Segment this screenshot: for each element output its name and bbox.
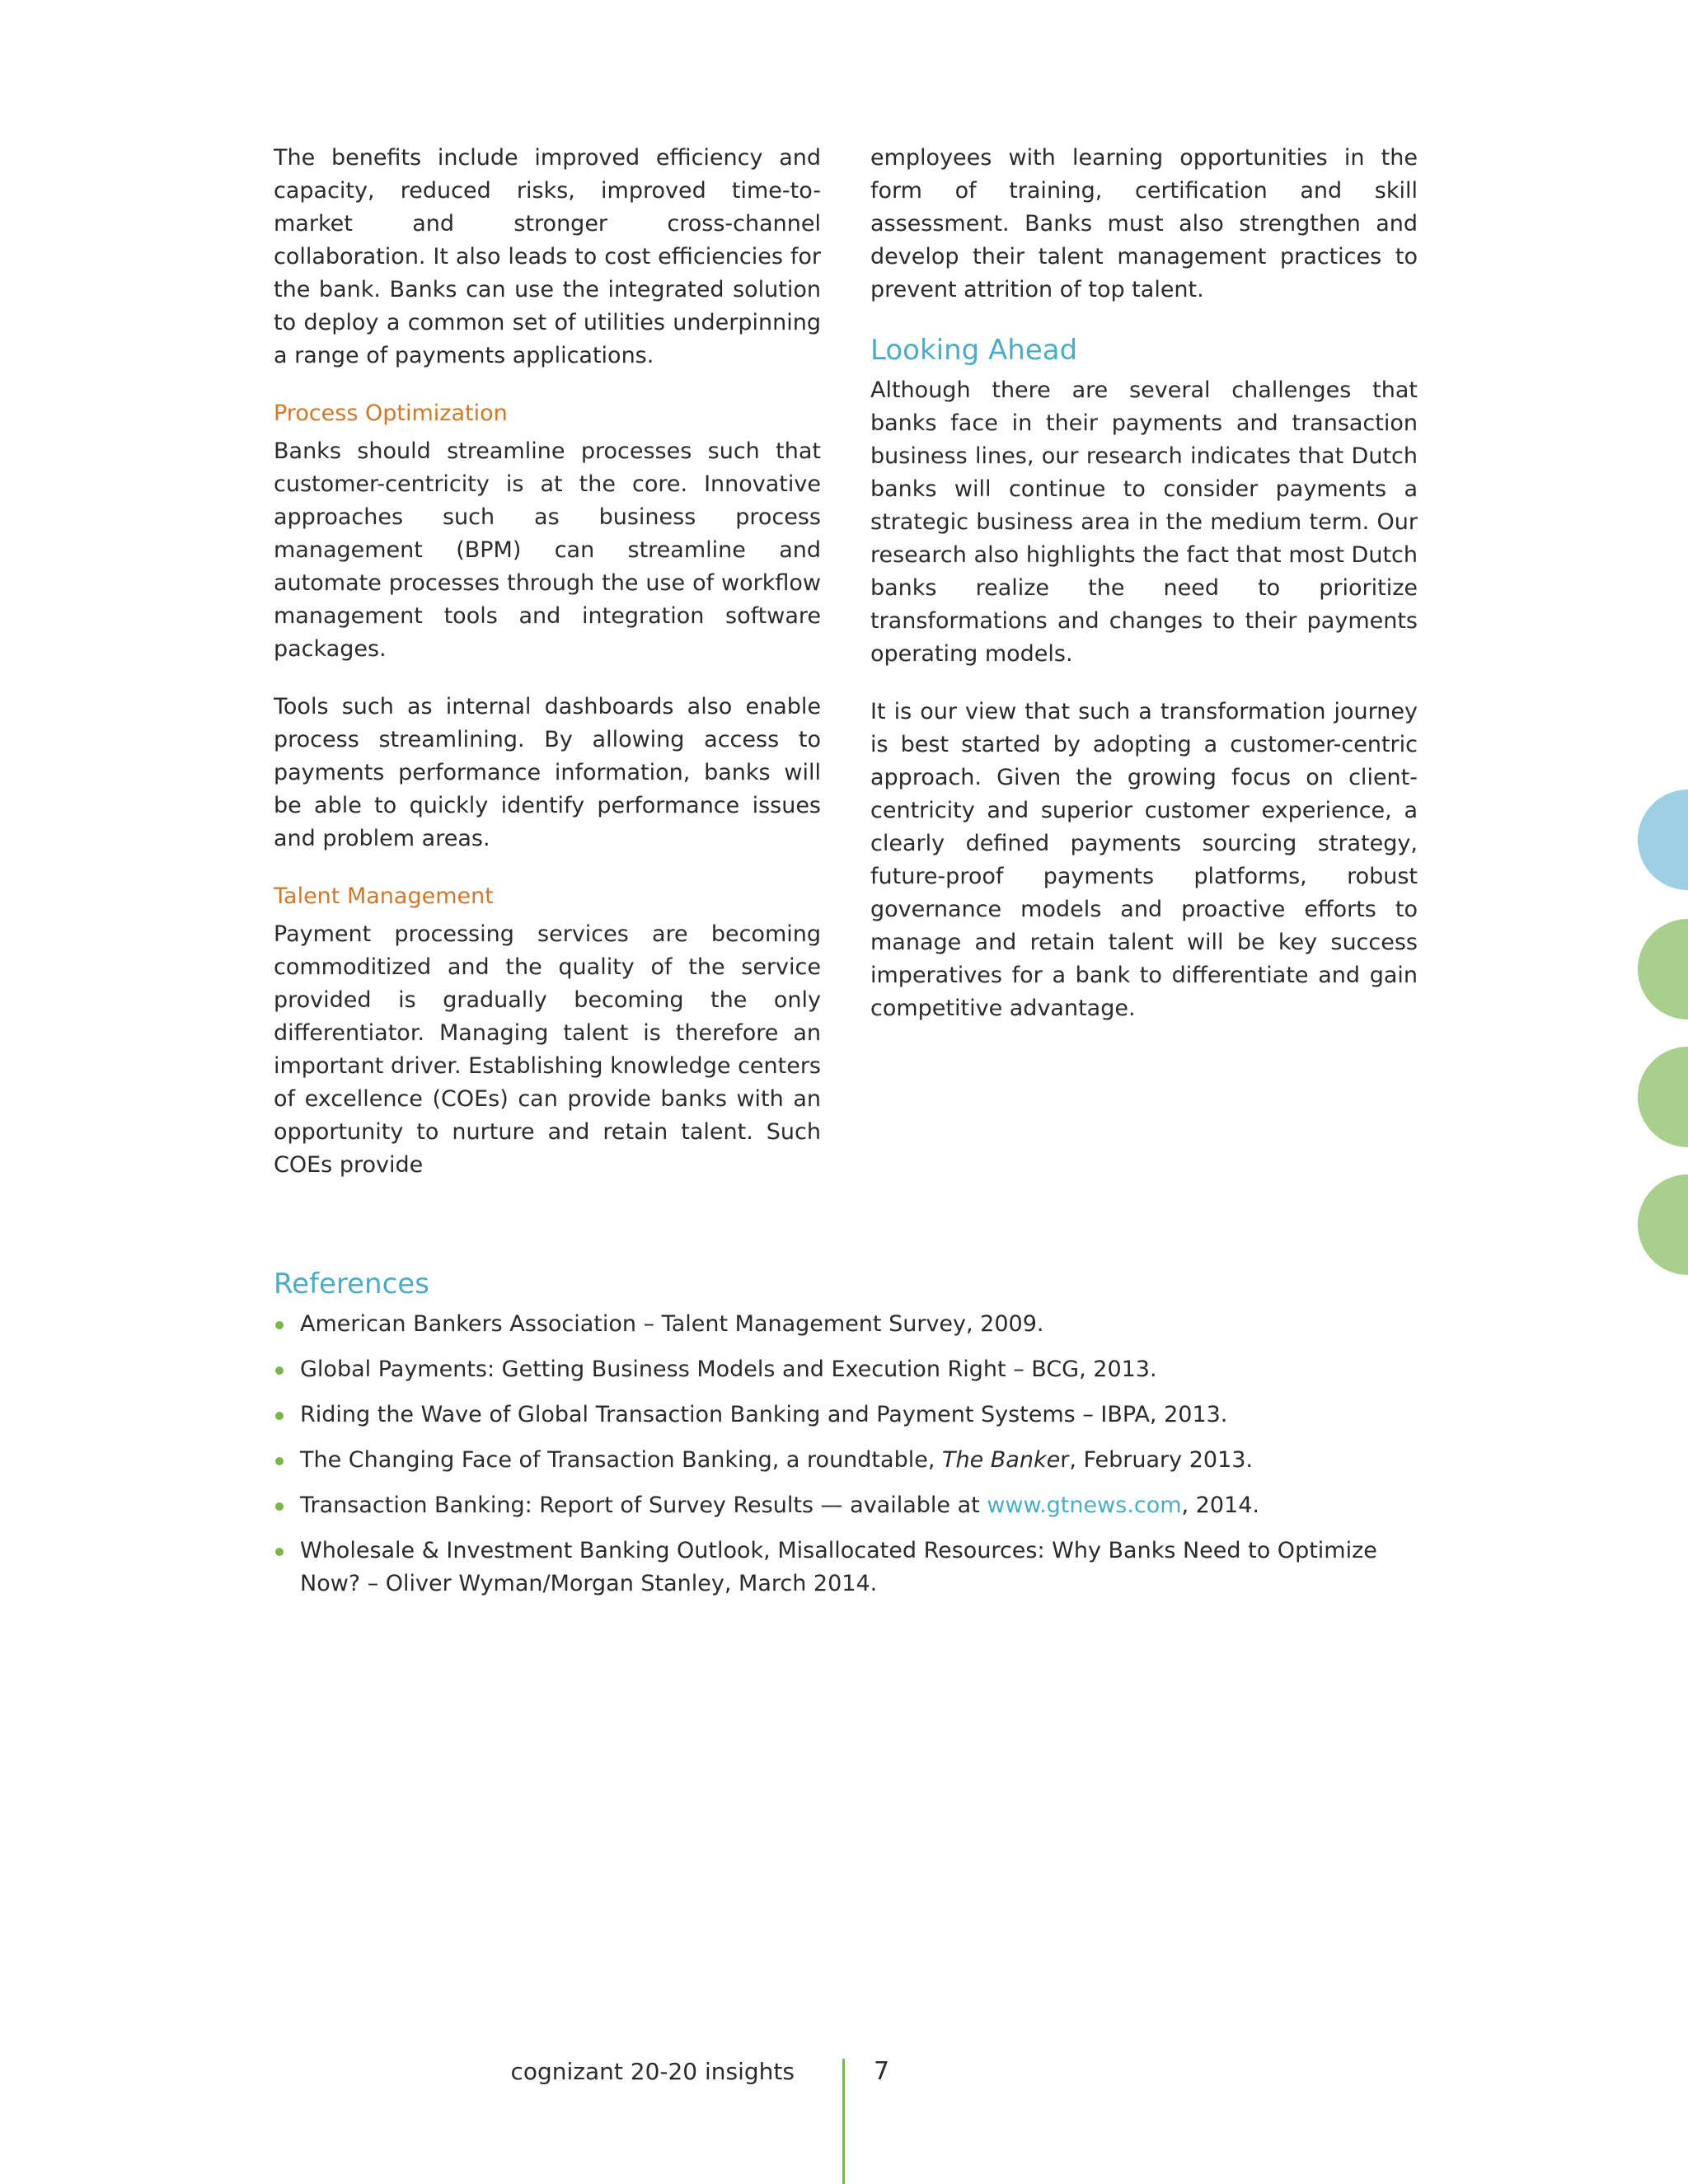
bullet-icon xyxy=(275,1366,284,1375)
reference-item: Transaction Banking: Report of Survey Results — available at www.gtnews.com, 2014. xyxy=(274,1489,1419,1522)
paragraph-benefits: The benefits include improved efficiency and capacity, reduced risks, improved time-to-market and stronger cross-channel collaboration. It also leads to cost efficiencies for the bank. Banks can use the integrated solution to deploy a common set of utilities underpinning a range of payments applications. xyxy=(274,145,821,368)
reference-item: American Bankers Association – Talent Management Survey, 2009. xyxy=(274,1308,1419,1341)
heading-references: References xyxy=(274,1268,429,1301)
reference-item: Riding the Wave of Global Transaction Banking and Payment Systems – IBPA, 2013. xyxy=(274,1399,1419,1432)
publication-title: The Banke xyxy=(941,1447,1061,1473)
left-column xyxy=(274,142,821,1207)
paragraph-transformation: It is our view that such a transformation journey is best started by adopting a customer-centric approach. Given the growing focus on client-centricity and superior customer experience, a clearly defined payments sourcing strategy, future-proof payments platforms, robust governance models and proactive efforts to manage and retain talent will be key success imperatives for a bank to differentiate and gain competitive advantage. xyxy=(870,699,1418,1021)
paragraph-process-optimization: Banks should streamline processes such that customer-centricity is at the core. Innovative approaches such as business process management (BPM) can streamline and automate processes through the use of workflow management tools and integration software packages. xyxy=(274,438,821,662)
reference-item: Global Payments: Getting Business Models and Execution Right – BCG, 2013. xyxy=(274,1353,1419,1386)
bullet-icon xyxy=(275,1412,284,1420)
bullet-icon xyxy=(275,1457,284,1465)
reference-item: The Changing Face of Transaction Banking, a roundtable, The Banker, February 2013. xyxy=(274,1444,1419,1477)
heading-looking-ahead: Looking Ahead xyxy=(870,334,1078,367)
decorative-circle-green-3 xyxy=(1638,1174,1688,1275)
heading-process-optimization: Process Optimization xyxy=(274,401,508,426)
bullet-icon xyxy=(275,1548,284,1556)
references-list xyxy=(274,1308,1419,1601)
paragraph-talent-management: Payment processing services are becoming commoditized and the quality of the service provided is gradually becoming the only differentiator. Managing talent is therefore an important driver. Establishing knowledge centers of excellence (COEs) can provide banks with an opportunity to nurture and retain talent. Such COEs provide xyxy=(274,921,821,1178)
reference-item: Wholesale & Investment Banking Outlook, Misallocated Resources: Why Banks Need to Optimize Now? – Oliver Wyman/Morgan Stanley, March 2014. xyxy=(274,1535,1419,1601)
decorative-circle-green-1 xyxy=(1638,919,1688,1019)
paragraph-employees: employees with learning opportunities in the form of training, certification and skill assessment. Banks must also strengthen and develop their talent management practices to prevent attrition of top talent. xyxy=(870,145,1418,302)
paragraph-challenges: Although there are several challenges that banks face in their payments and transaction business lines, our research indicates that Dutch banks will continue to consider payments a strategic business area in the medium term. Our research also highlights the fact that most Dutch banks realize the need to prioritize transformations and changes to their payments operating models. xyxy=(870,377,1418,667)
decorative-circle-blue xyxy=(1638,790,1688,890)
bullet-icon xyxy=(275,1502,284,1511)
right-column xyxy=(870,142,1418,1050)
paragraph-dashboards: Tools such as internal dashboards also enable process streamlining. By allowing access to payments performance information, banks will be able to quickly identify performance issues and problem areas. xyxy=(274,694,821,851)
footer-brand: cognizant 20-20 insights xyxy=(510,2058,795,2085)
gtnews-link[interactable]: www.gtnews.com xyxy=(987,1493,1182,1518)
decorative-circle-green-2 xyxy=(1638,1047,1688,1147)
page-number: 7 xyxy=(874,2057,890,2086)
references-section xyxy=(274,1265,1419,1613)
heading-talent-management: Talent Management xyxy=(274,883,494,909)
footer-divider xyxy=(842,2059,845,2184)
bullet-icon xyxy=(275,1321,284,1329)
